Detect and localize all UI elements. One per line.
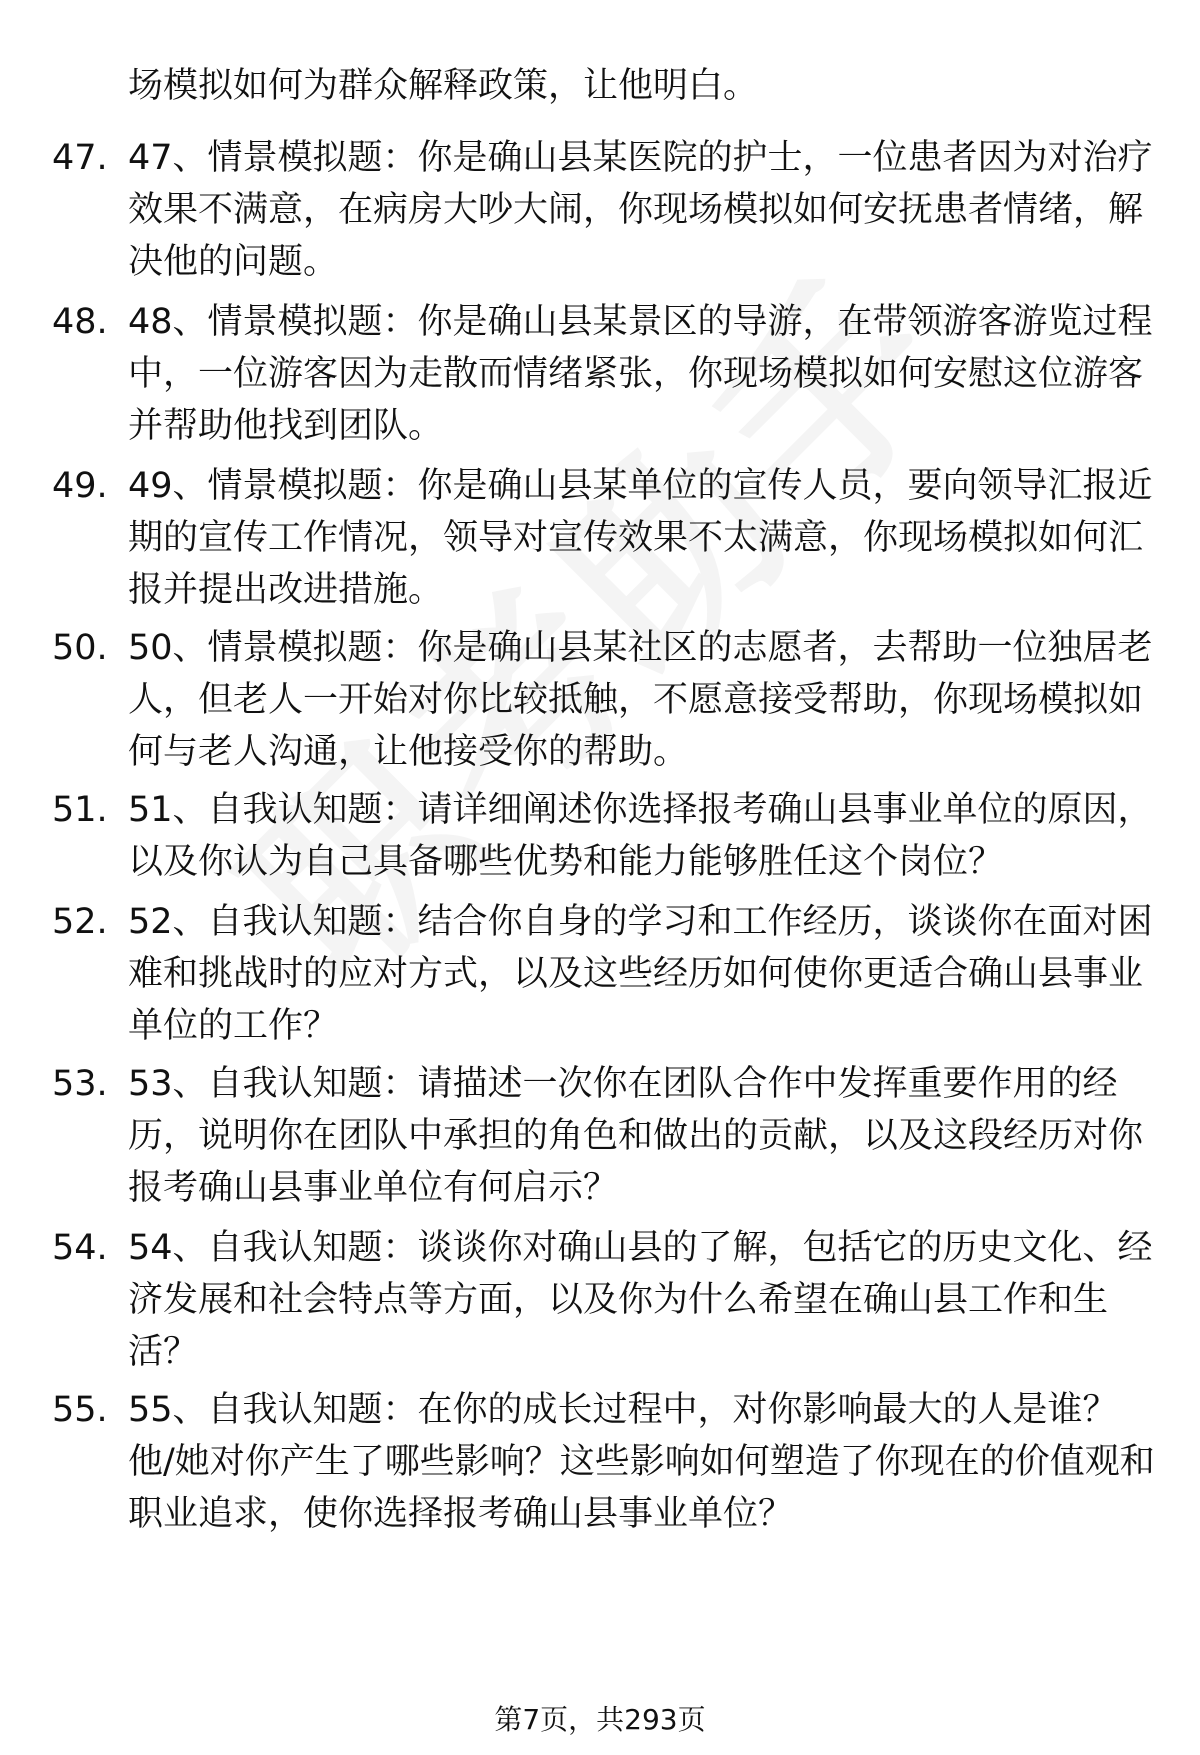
item-number: 55. — [52, 1390, 108, 1430]
item-number: 50. — [52, 628, 108, 668]
item-number: 48. — [52, 302, 108, 342]
item-text: 54、自我认知题：谈谈你对确山县的了解，包括它的历史文化、经济发展和社会特点等方面，以及你为什么希望在确山县工作和生活？ — [128, 1228, 1153, 1372]
item-text: 47、情景模拟题：你是确山县某医院的护士，一位患者因为对治疗效果不满意，在病房大吵大闹，你现场模拟如何安抚患者情绪，解决他的问题。 — [128, 138, 1153, 282]
item-text: 53、自我认知题：请描述一次你在团队合作中发挥重要作用的经历，说明你在团队中承担的角色和做出的贡献，以及这段经历对你报考确山县事业单位有何启示？ — [128, 1064, 1144, 1208]
item-number: 51. — [52, 790, 108, 830]
item-text: 48、情景模拟题：你是确山县某景区的导游，在带领游客游览过程中，一位游客因为走散而情绪紧张，你现场模拟如何安慰这位游客并帮助他找到团队。 — [128, 302, 1153, 446]
item-text: 52、自我认知题：结合你自身的学习和工作经历，谈谈你在面对困难和挑战时的应对方式，以及这些经历如何使你更适合确山县事业单位的工作？ — [128, 902, 1153, 1046]
item-number: 54. — [52, 1228, 108, 1268]
item-number: 47. — [52, 138, 108, 178]
item-text: 49、情景模拟题：你是确山县某单位的宣传人员，要向领导汇报近期的宣传工作情况，领导对宣传效果不太满意，你现场模拟如何汇报并提出改进措施。 — [128, 466, 1153, 610]
item-text: 55、自我认知题：在你的成长过程中，对你影响最大的人是谁？他/她对你产生了哪些影响？这些影响如何塑造了你现在的价值观和职业追求，使你选择报考确山县事业单位？ — [128, 1390, 1155, 1534]
item-number: 53. — [52, 1064, 108, 1104]
item-text: 51、自我认知题：请详细阐述你选择报考确山县事业单位的原因，以及你认为自己具备哪些优势和能力能够胜任这个岗位？ — [128, 790, 1153, 882]
item-number: 49. — [52, 466, 108, 506]
item-text: 50、情景模拟题：你是确山县某社区的志愿者，去帮助一位独居老人，但老人一开始对你比较抵触，不愿意接受帮助，你现场模拟如何与老人沟通，让他接受你的帮助。 — [128, 628, 1153, 772]
continuation-text: 场模拟如何为群众解释政策，让他明白。 — [128, 66, 759, 106]
item-number: 52. — [52, 902, 108, 942]
page-footer: 第7页，共293页 — [494, 1703, 706, 1736]
